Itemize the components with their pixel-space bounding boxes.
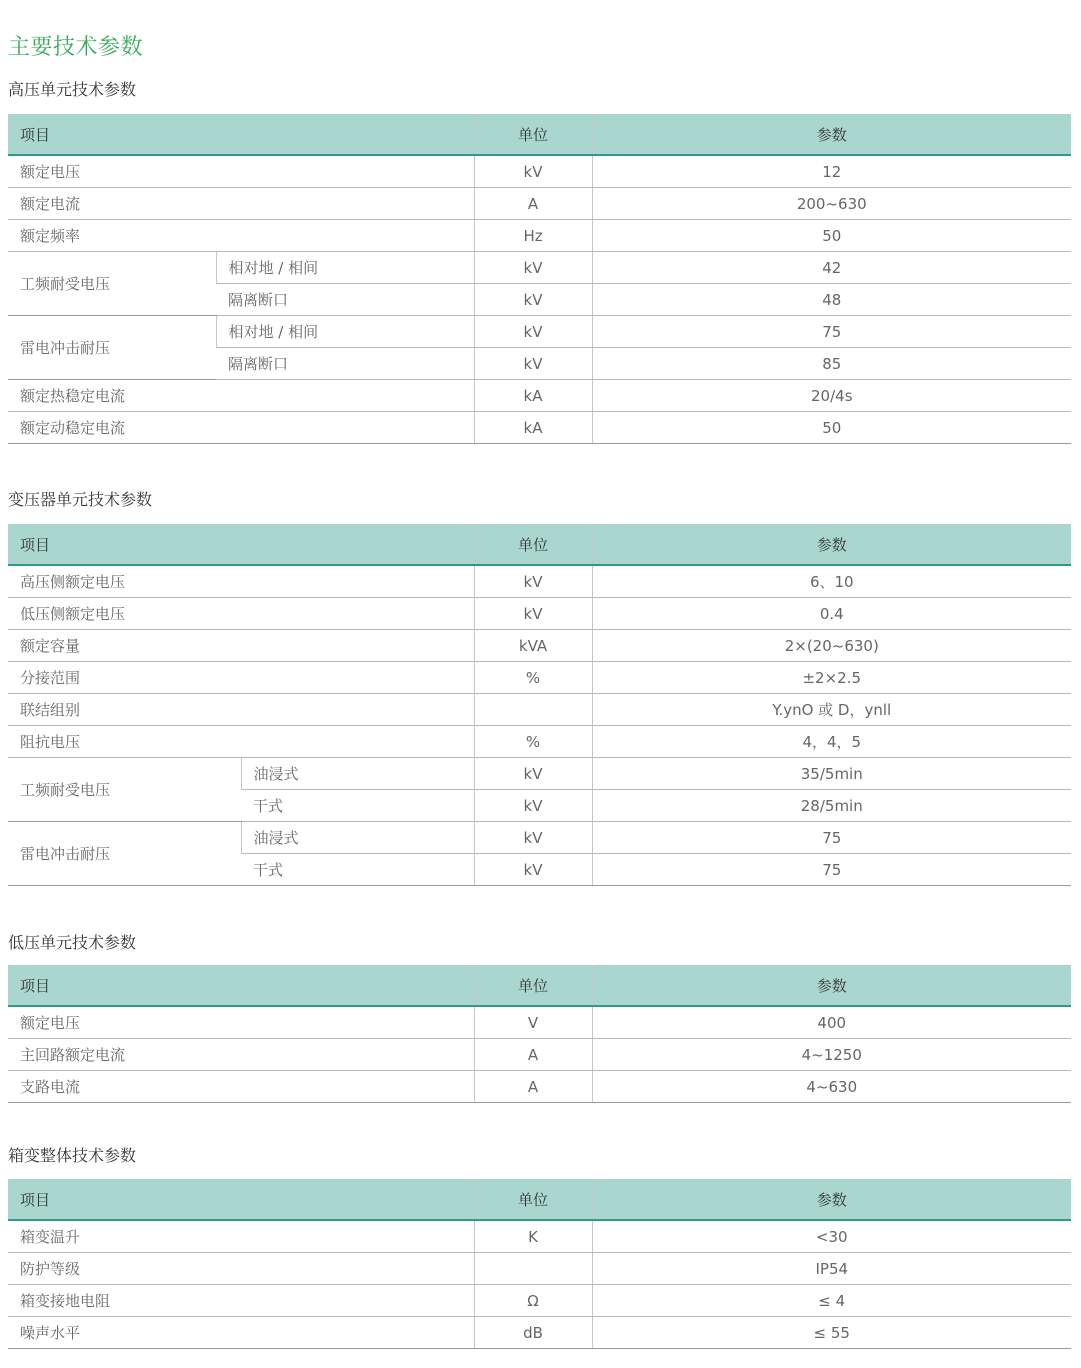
row-value: 75 (592, 316, 1071, 348)
row-label: 额定电压 (8, 1006, 474, 1039)
row-value: 20/4s (592, 380, 1071, 412)
row-unit: kV (474, 758, 592, 790)
table-row (8, 758, 1071, 790)
table-row (8, 1006, 1071, 1039)
row-label: 阻抗电压 (8, 726, 474, 758)
sub-label: 油浸式 (241, 822, 474, 854)
table-row (8, 155, 1071, 188)
sub-label: 相对地 / 相间 (216, 252, 474, 284)
table-row (8, 220, 1071, 252)
row-value: 50 (592, 412, 1071, 444)
sub-label: 油浸式 (241, 758, 474, 790)
box-section-title: 箱变整体技术参数 (8, 1146, 137, 1165)
row-unit: kV (474, 284, 592, 316)
row-unit: kV (474, 598, 592, 630)
header-unit: 单位 (474, 114, 592, 155)
header-value: 参数 (592, 524, 1071, 565)
row-unit: kV (474, 316, 592, 348)
row-value: 42 (592, 252, 1071, 284)
row-label: 额定频率 (8, 220, 474, 252)
row-label: 额定电压 (8, 155, 474, 188)
table-header-row (8, 114, 1071, 155)
row-label: 额定动稳定电流 (8, 412, 474, 444)
row-value: 50 (592, 220, 1071, 252)
row-value: 75 (592, 822, 1071, 854)
hv-spec-table (8, 114, 1071, 444)
row-value: 48 (592, 284, 1071, 316)
table-header-row (8, 1179, 1071, 1220)
row-value: 35/5min (592, 758, 1071, 790)
row-unit: kVA (474, 630, 592, 662)
table-row (8, 1071, 1071, 1103)
group-label: 雷电冲击耐压 (8, 316, 216, 380)
table-row (8, 1253, 1071, 1285)
row-value: ≤ 55 (592, 1317, 1071, 1349)
group-label: 工频耐受电压 (8, 252, 216, 316)
table-row (8, 598, 1071, 630)
table-row (8, 1317, 1071, 1349)
header-unit: 单位 (474, 524, 592, 565)
sub-label: 隔离断口 (216, 348, 474, 380)
row-unit: kV (474, 822, 592, 854)
row-value: 400 (592, 1006, 1071, 1039)
table-header-row (8, 524, 1071, 565)
row-label: 主回路额定电流 (8, 1039, 474, 1071)
row-unit: Hz (474, 220, 592, 252)
header-item: 项目 (8, 114, 474, 155)
row-unit: kV (474, 790, 592, 822)
tr-section-title: 变压器单元技术参数 (8, 490, 153, 509)
header-item: 项目 (8, 524, 474, 565)
row-label: 额定热稳定电流 (8, 380, 474, 412)
sub-label: 隔离断口 (216, 284, 474, 316)
box-spec-table (8, 1179, 1071, 1349)
row-unit: A (474, 1039, 592, 1071)
sub-label: 干式 (241, 790, 474, 822)
row-value: 6、10 (592, 565, 1071, 598)
table-row (8, 1220, 1071, 1253)
hv-section-title: 高压单元技术参数 (8, 80, 137, 99)
table-row (8, 1285, 1071, 1317)
row-unit: Ω (474, 1285, 592, 1317)
lv-section-title: 低压单元技术参数 (8, 933, 137, 952)
row-label: 支路电流 (8, 1071, 474, 1103)
lv-spec-table (8, 965, 1071, 1103)
row-unit: kV (474, 252, 592, 284)
row-unit: kA (474, 412, 592, 444)
row-unit: kA (474, 380, 592, 412)
row-value: 4~630 (592, 1071, 1071, 1103)
table-row (8, 188, 1071, 220)
table-header-row (8, 965, 1071, 1006)
row-value: IP54 (592, 1253, 1071, 1285)
table-row (8, 252, 1071, 284)
row-label: 箱变接地电阻 (8, 1285, 474, 1317)
row-unit: % (474, 726, 592, 758)
row-value: 200~630 (592, 188, 1071, 220)
row-value: ≤ 4 (592, 1285, 1071, 1317)
row-unit: kV (474, 155, 592, 188)
row-value: 4~1250 (592, 1039, 1071, 1071)
table-row (8, 630, 1071, 662)
row-unit (474, 1253, 592, 1285)
row-value: Y.ynO 或 D，ynll (592, 694, 1071, 726)
row-value: ±2×2.5 (592, 662, 1071, 694)
row-label: 防护等级 (8, 1253, 474, 1285)
row-unit: % (474, 662, 592, 694)
row-unit: dB (474, 1317, 592, 1349)
row-value: 85 (592, 348, 1071, 380)
header-unit: 单位 (474, 965, 592, 1006)
row-unit: A (474, 1071, 592, 1103)
table-row (8, 380, 1071, 412)
row-value: 28/5min (592, 790, 1071, 822)
page-title: 主要技术参数 (8, 35, 144, 60)
row-value: 75 (592, 854, 1071, 886)
table-row (8, 822, 1071, 854)
row-unit: kV (474, 348, 592, 380)
row-value: 2×(20~630) (592, 630, 1071, 662)
row-label: 低压侧额定电压 (8, 598, 474, 630)
header-item: 项目 (8, 965, 474, 1006)
row-value: 0.4 (592, 598, 1071, 630)
group-label: 雷电冲击耐压 (8, 822, 241, 886)
table-row (8, 316, 1071, 348)
row-value: 4，4，5 (592, 726, 1071, 758)
row-unit: kV (474, 565, 592, 598)
row-label: 额定容量 (8, 630, 474, 662)
table-row (8, 662, 1071, 694)
header-value: 参数 (592, 1179, 1071, 1220)
table-row (8, 1039, 1071, 1071)
table-row (8, 412, 1071, 444)
table-row (8, 726, 1071, 758)
header-unit: 单位 (474, 1179, 592, 1220)
row-unit (474, 694, 592, 726)
row-unit: kV (474, 854, 592, 886)
table-row (8, 565, 1071, 598)
row-value: 12 (592, 155, 1071, 188)
tr-spec-table (8, 524, 1071, 886)
table-row (8, 694, 1071, 726)
header-value: 参数 (592, 114, 1071, 155)
row-label: 联结组别 (8, 694, 474, 726)
row-label: 分接范围 (8, 662, 474, 694)
row-unit: V (474, 1006, 592, 1039)
row-label: 噪声水平 (8, 1317, 474, 1349)
group-label: 工频耐受电压 (8, 758, 241, 822)
row-unit: K (474, 1220, 592, 1253)
row-label: 箱变温升 (8, 1220, 474, 1253)
row-value: <30 (592, 1220, 1071, 1253)
header-value: 参数 (592, 965, 1071, 1006)
row-unit: A (474, 188, 592, 220)
row-label: 额定电流 (8, 188, 474, 220)
sub-label: 干式 (241, 854, 474, 886)
header-item: 项目 (8, 1179, 474, 1220)
sub-label: 相对地 / 相间 (216, 316, 474, 348)
row-label: 高压侧额定电压 (8, 565, 474, 598)
